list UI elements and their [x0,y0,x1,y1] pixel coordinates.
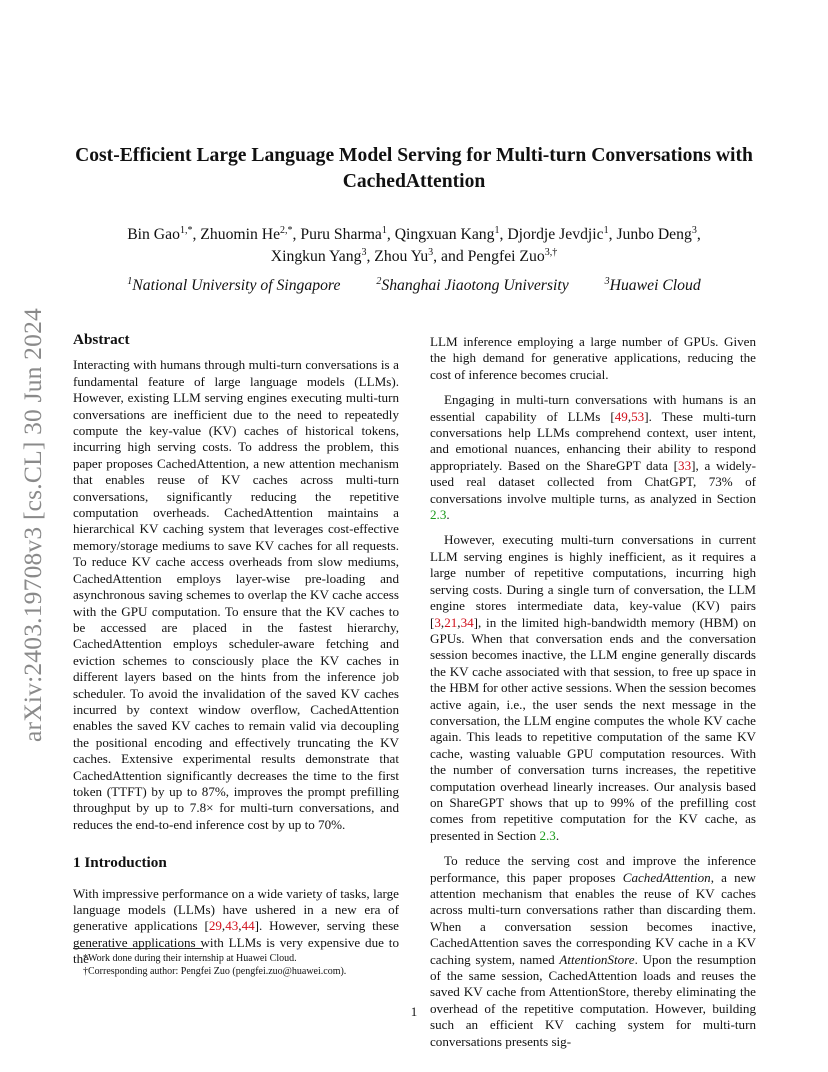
paragraph: Engaging in multi-turn conversations with humans is an essential capability of LLMs [49,53]. These multi-turn conversations help LLMs comprehend context, user intent, and emotional nuances, enhancing their ability to respond appropriately. Based on the ShareGPT data [33], a widely-used real dataset collected from ChatGPT, 73% of conversations involve multiple turns, as analyzed in Section 2.3. [430,392,756,523]
citation-link[interactable]: 33 [678,457,692,473]
author-mark: 3 [428,246,434,258]
page-number: 1 [410,1004,418,1019]
footnote: †Corresponding author: Pengfei Zuo (pengfei.zuo@huawei.com). [83,966,347,977]
paragraph: However, executing multi-turn conversations in current LLM serving engines is highly inefficient, as it requires a large number of repetitive computations, incurring high serving costs. During a single turn of conversation, the LLM engine stores intermediate data, key-value (KV) pairs [3,21,34], in the limited high-bandwidth memory (HBM) on GPUs. When that conversation ends and the conversation session becomes inactive, the LLM engine generally discards the KV cache associated with that session, to free up space in the HBM for other active sessions. When the session becomes active again, i.e., the user sends the next message in the conversation, the LLM engine computes the whole KV cache again. This leads to repetitive computation of the same KV cache, wasting valuable GPU computation resources. With the number of conversation turns increases, the repetitive computation overhead linearly increases. Our analysis based on ShareGPT shows that up to 99% of the prefilling cost comes from repetitive computation for the KV cache, as presented in Section 2.3. [430,532,756,843]
author-mark: 3 [361,246,367,258]
author-mark: 1,* [179,224,193,236]
author-name: Qingxuan Kang [394,226,495,243]
right-column [430,334,756,1059]
footnotes [73,952,399,978]
affiliation: $^3$Huawei Cloud [604,275,701,294]
author-mark: 1 [381,224,387,236]
system-name: CachedAttention [622,869,711,885]
arxiv-sidebar-stamp: arXiv:2403.19708v3 [cs.CL] 30 Jun 2024 [18,308,47,742]
citation-link[interactable]: 44 [241,918,255,934]
author-mark: 1 [494,224,500,236]
intro-heading: 1 Introduction [73,854,167,872]
affiliations [70,276,758,296]
section-link[interactable]: 2.3 [539,827,556,843]
author-name: Djordje Jevdjic [507,226,604,243]
citation-link[interactable]: 3 [434,614,441,630]
abstract-text: Interacting with humans through multi-turn conversations is a fundamental feature of large language models (LLMs). However, existing LLM serving engines executing multi-turn conversations are inefficient due to the need to repeatedly compute the key-value (KV) caches of historical tokens, incurring high serving costs. To address the problem, this paper proposes CachedAttention, a new attention mechanism that enables reuse of KV caches across multi-turn conversations, significantly reducing the repetitive computation overheads. CachedAttention maintains a hierarchical KV caching system that leverages cost-effective memory/storage mediums to save KV caches for all requests. To reduce KV cache access overheads from slow mediums, CachedAttention employs layer-wise pre-loading and asynchronous saving schemes to overlap the KV cache access with the GPU computation. To ensure that the KV caches to be accessed are placed in the fastest hierarchy, CachedAttention employs scheduler-aware fetching and eviction schemes to consciously place the KV caches in different layers based on the hints from the inference job scheduler. To avoid the invalidation of the saved KV caches incurred by context window overflow, CachedAttention enables the saved KV caches to remain valid via decoupling the positional encoding and effectively truncating the KV caches. Extensive experimental results demonstrate that CachedAttention significantly decreases the time to the first token (TTFT) by up to 87%, improves the prompt prefilling throughput by up to 7.8× for multi-turn conversations, and reduces the end-to-end inference cost by up to 70%. [73,357,399,832]
citation-link[interactable]: 49 [614,408,628,424]
author-name: Xingkun Yang [270,248,362,265]
author-name: Pengfei Zuo [467,248,545,265]
author-name: Zhou Yu [374,248,429,265]
system-name: AttentionStore [559,951,635,967]
intro-paragraph: With impressive performance on a wide variety of tasks, large language models (LLMs) have ushered in a new era of generative applications [29,43,44]. However, serving these generative applications with LLMs is very expensive due to the [73,885,399,967]
paper-title [70,143,758,195]
author-name: Bin Gao [127,226,180,243]
author-mark: 3,† [544,246,558,258]
author-mark: 2,* [280,224,293,236]
author-mark: 3 [691,224,697,236]
citation-link[interactable]: 53 [631,408,645,424]
footnote: *Work done during their internship at Huawei Cloud. [83,953,297,964]
section-link[interactable]: 2.3 [430,507,447,523]
author-name: Junbo Deng [616,226,692,243]
title-line-2: CachedAttention [342,171,486,192]
citation-link[interactable]: 34 [460,614,474,630]
author-list [70,224,758,268]
paragraph: To reduce the serving cost and improve the inference performance, this paper proposes CachedAttention, a new attention mechanism that enables the reuse of KV caches across multi-turn conversations rather than discarding them. When a conversation session becomes inactive, CachedAttention saves the corresponding KV cache in a KV caching system, named AttentionStore. Upon the resumption of the same session, CachedAttention loads and reuses the saved KV cache from AttentionStore, thereby eliminating the overhead of the repetitive computation. However, building such an efficient KV caching system for multi-turn conversations presents sig- [430,853,756,1049]
abstract-heading: Abstract [73,331,130,348]
footnote-rule [73,948,203,949]
left-column [73,332,399,977]
citation-link[interactable]: 43 [225,918,239,934]
author-line-1: Bin Gao$^{1,*}$, Zhuomin $He^{2,*}$, Puru Sharma$^1$, Qingxuan Kang$^1$, Djordje Jevdjic$^1$, Junbo Deng$^3$, [127,224,701,243]
citation-link[interactable]: 29 [208,918,222,934]
affiliation: $^2$Shanghai Jiaotong University [376,275,569,294]
author-name: Puru Sharma [300,226,382,243]
citation-link[interactable]: 21 [444,614,458,630]
paragraph: LLM inference employing a large number of GPUs. Given the high demand for generative applications, reducing the cost of inference becomes crucial. [430,334,756,382]
author-name: Zhuomin He [200,226,281,243]
author-mark: 1 [603,224,609,236]
author-line-2: Xingkun Yang$^3$, Zhou Yu$^3$, and Pengfei Zuo$^{3,\dagger}$ [270,246,558,265]
affiliation: $^1$National University of Singapore [127,275,341,294]
title-line-1: Cost-Efficient Large Language Model Serving for Multi-turn Conversations with [75,145,753,166]
